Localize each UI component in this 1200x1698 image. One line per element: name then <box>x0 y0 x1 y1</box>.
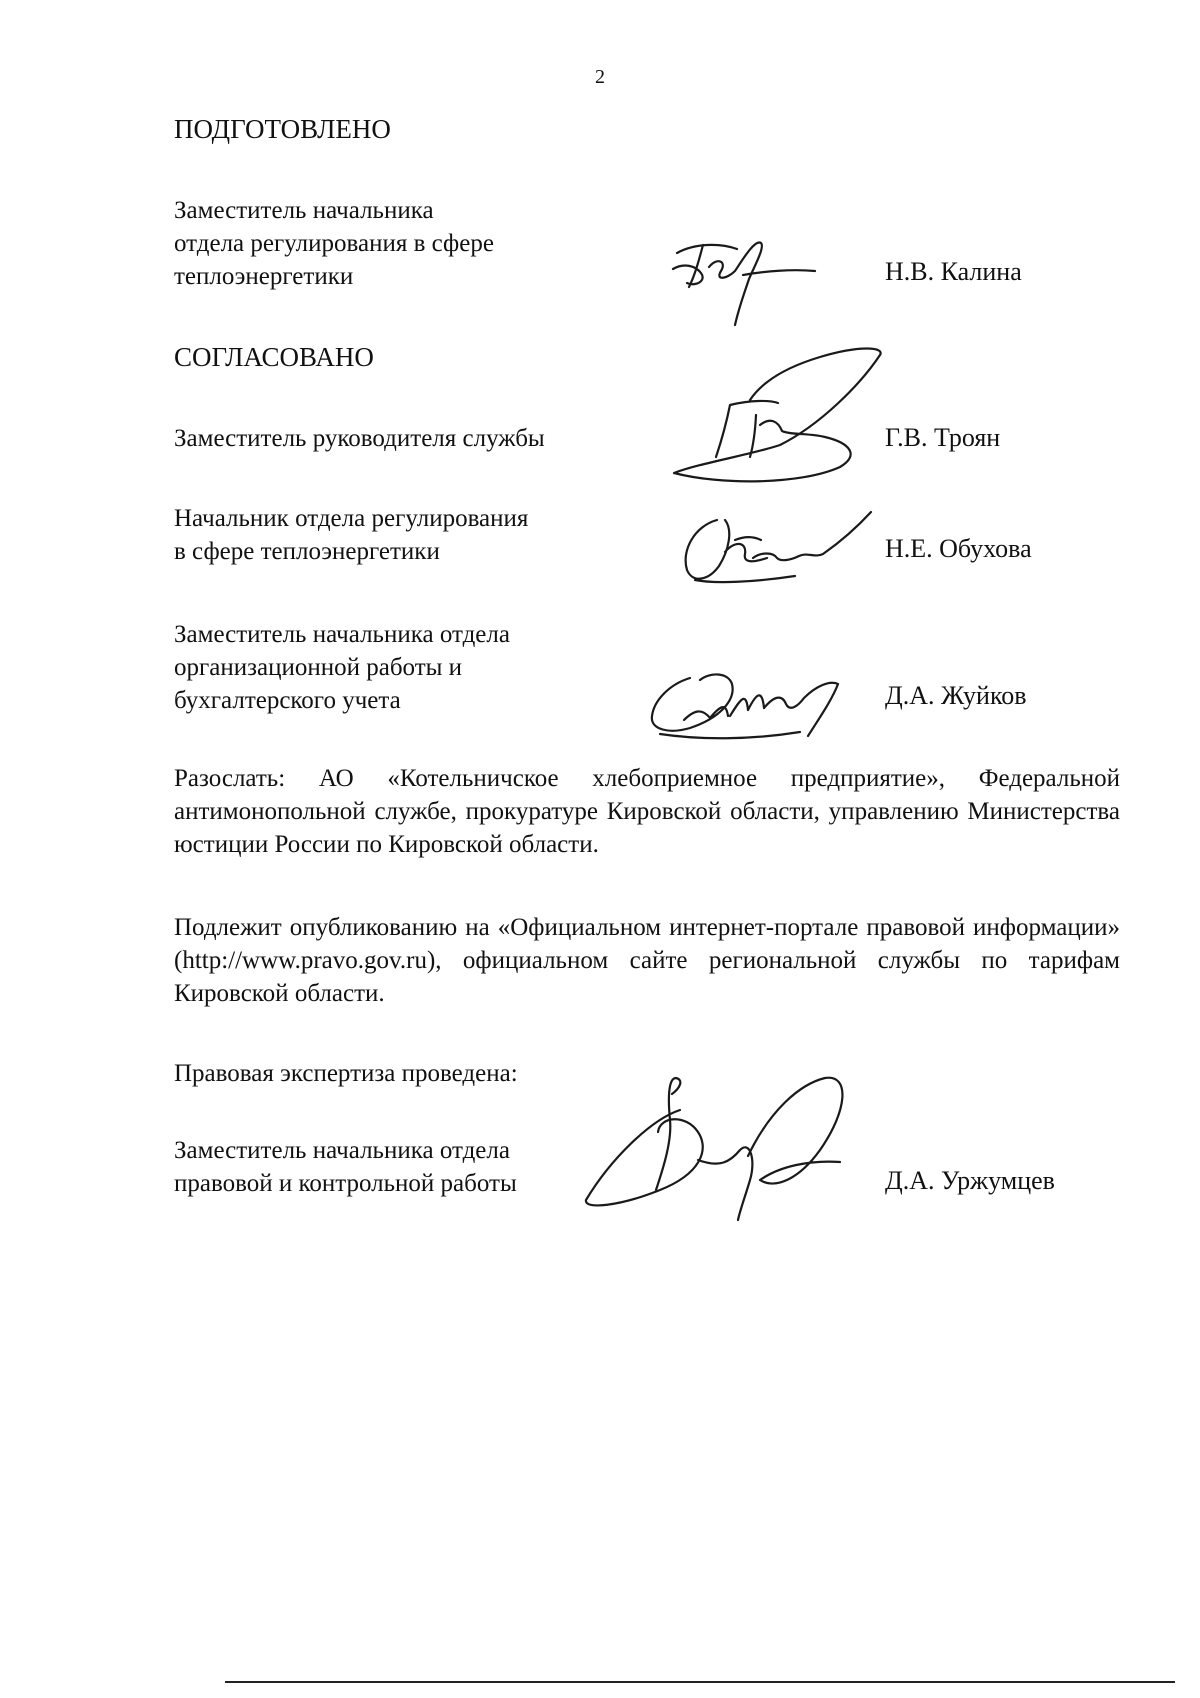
prepared-signer-position <box>174 194 494 293</box>
prepared-heading: ПОДГОТОВЛЕНО <box>174 114 391 144</box>
signature-kalina <box>665 235 820 335</box>
agreed-signer-2-position <box>174 502 528 568</box>
position-line: бухгалтерского учета <box>174 687 401 714</box>
legal-review-signer-position <box>174 1134 517 1200</box>
publication-text: Подлежит опубликованию на «Официальном интернет-портале правовой информации» (http://www.pravo.gov.ru), официальном сайте региональной службы по тарифам Кировской области. <box>174 914 1120 1007</box>
position-line: Заместитель руководителя службы <box>174 425 545 452</box>
position-line: в сфере теплоэнергетики <box>174 538 440 565</box>
agreed-signer-3-position <box>174 618 510 717</box>
position-line: Заместитель начальника <box>174 197 434 224</box>
agreed-signer-1-name: Г.В. Троян <box>885 423 1001 452</box>
distribution-text: Разослать: АО «Котельничское хлебоприемное предприятие», Федеральной антимонопольной службе, прокуратуре Кировской области, управлению Министерства юстиции России по Кировской области. <box>174 765 1120 858</box>
legal-review-signer-name: Д.А. Уржумцев <box>885 1166 1055 1195</box>
agreed-signer-3-name: Д.А. Жуйков <box>885 681 1027 710</box>
signature-obukhova <box>675 510 875 590</box>
page-number: 2 <box>595 66 605 88</box>
position-line: отдела регулирования в сфере <box>174 230 494 257</box>
position-line: Заместитель начальника отдела <box>174 621 510 648</box>
position-line: теплоэнергетики <box>174 263 354 290</box>
agreed-signer-2-name: Н.Е. Обухова <box>885 534 1032 563</box>
signature-zhuykov <box>640 660 880 755</box>
position-line: Заместитель начальника отдела <box>174 1137 510 1164</box>
legal-review-heading: Правовая экспертиза проведена: <box>174 1060 518 1087</box>
signature-urzhumtsev <box>580 1070 880 1230</box>
position-line: организационной работы и <box>174 654 463 681</box>
position-line: Начальник отдела регулирования <box>174 505 529 532</box>
agreed-heading: СОГЛАСОВАНО <box>174 342 374 372</box>
prepared-signer-name: Н.В. Калина <box>885 257 1022 286</box>
position-line: правовой и контрольной работы <box>174 1170 517 1197</box>
signature-troyan <box>660 345 900 495</box>
bottom-rule <box>225 1681 1175 1683</box>
agreed-signer-1-position <box>174 422 545 455</box>
